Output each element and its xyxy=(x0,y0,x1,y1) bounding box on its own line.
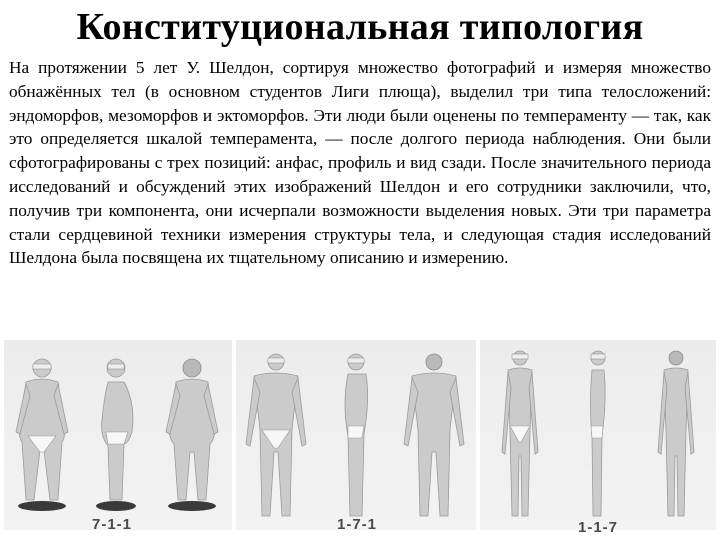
endomorph-back-figure xyxy=(166,359,218,511)
endomorph-side-figure xyxy=(96,359,136,511)
mesomorph-side-figure xyxy=(345,354,368,516)
endomorph-somatotype-code: 7-1-1 xyxy=(92,516,133,533)
ectomorph-side-figure xyxy=(591,351,606,516)
ectomorph-photo xyxy=(480,340,716,530)
ectomorph-somatotype-code: 1-1-7 xyxy=(578,519,619,536)
ectomorph-front-figure xyxy=(502,351,538,516)
slide-title: Конституциональная типология xyxy=(76,6,644,48)
mesomorph-somatotype-code: 1-7-1 xyxy=(337,516,378,533)
mesomorph-photo xyxy=(236,340,476,530)
mesomorph-back-figure xyxy=(404,354,464,516)
ectomorph-back-figure xyxy=(658,351,694,516)
body-paragraph: На протяжении 5 лет У. Шелдон, сортируя множество фотографий и измеряя множество обнажённых тел (в основном студентов Лиги плюща), выделил три типа телосложений: эндоморфов, мезоморфов и эктоморфов. Эти люди были оценены по темпераменту — так, как это определяется шкалой темперамента, — после долгого периода наблюдения. Они были сфотографированы с трех позиций: анфас, профиль и вид сзади. После значительного периода исследований и обсуждений этих изображений Шелдон и его сотрудники заключили, что, получив три компонента, они исчерпали возможности выделения новых. Эти три параметра стали сердцевиной техники измерения структуры тела, и следующая стадия исследований Шелдона была посвящена их тщательному описанию и измерению. xyxy=(9,58,711,268)
endomorph-front-figure xyxy=(16,359,68,511)
endomorph-photo xyxy=(4,340,232,530)
mesomorph-front-figure xyxy=(246,354,306,516)
